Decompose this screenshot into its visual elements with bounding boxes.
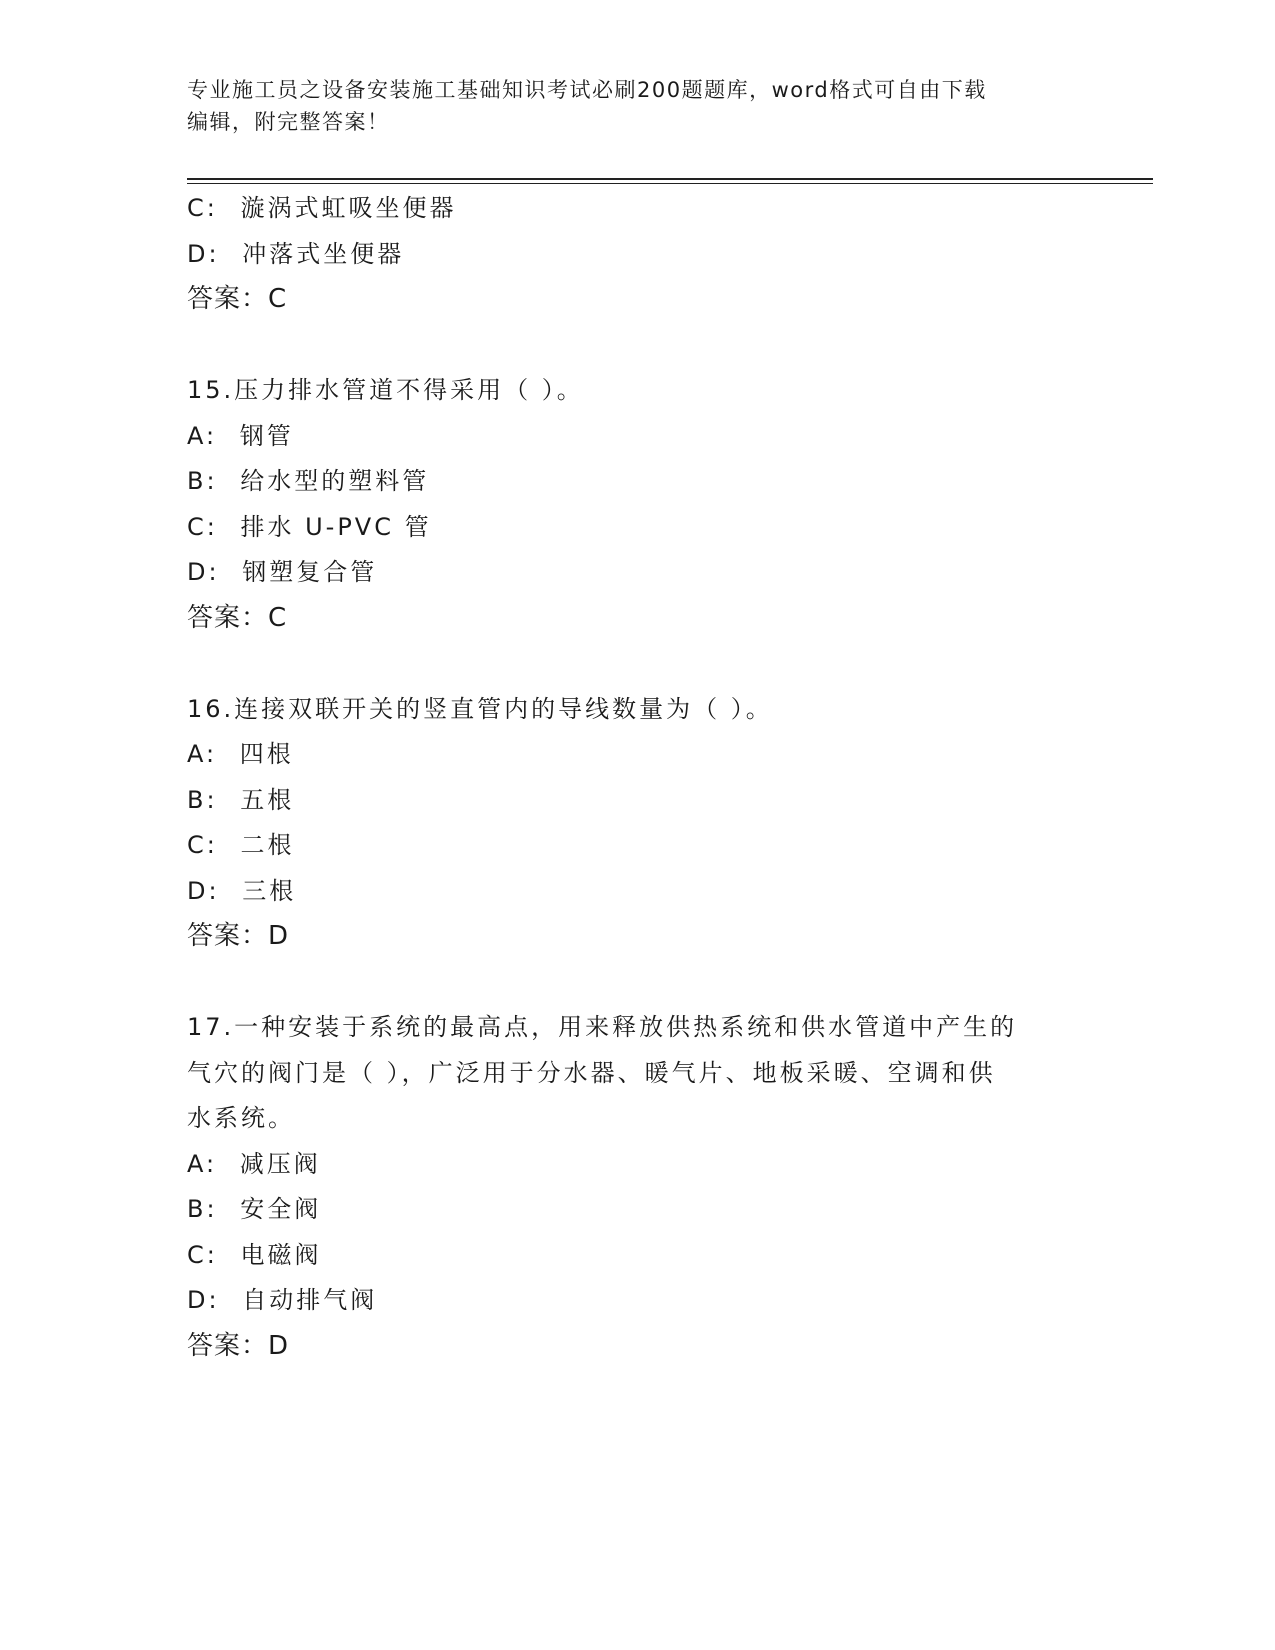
option-row [187,459,1077,505]
option-text: 漩涡式虹吸坐便器 [240,194,457,222]
option-row [187,505,1077,551]
option-letter: D: [187,239,220,268]
answer-line: 答案：D [187,921,290,951]
option-row [187,1187,1077,1233]
option-letter: B: [187,467,218,495]
option-text: 冲落式坐便器 [242,239,405,268]
option-letter: B: [187,785,218,814]
spacer [187,323,1077,369]
answer-line: 答案：C [187,602,288,633]
option-row [187,823,1077,869]
option-row [187,550,1077,596]
question-stem-line-1: 17.一种安装于系统的最高点，用来释放供热系统和供水管道中产生的 [187,1013,1018,1041]
question-stem-line-3: 水系统。 [187,1104,295,1132]
option-letter: D: [187,1286,220,1314]
answer-line: 答案：C [187,284,288,314]
header-divider-thin [187,183,1153,184]
option-text: 自动排气阀 [242,1286,378,1314]
option-letter: C: [187,1240,218,1269]
option-row [187,1233,1077,1279]
option-text: 排水 U-PVC 管 [240,512,432,541]
option-text: 二根 [240,831,295,859]
question-list [187,186,1077,1369]
header-title-line-2: 编辑，附完整答案！ [187,110,390,134]
option-row [187,869,1077,915]
option-text: 减压阀 [239,1149,321,1178]
option-letter: C: [187,512,218,541]
option-text: 给水型的塑料管 [240,467,430,495]
option-letter: D: [187,876,220,905]
option-row [187,232,1077,278]
question-stem-line-2: 气穴的阀门是（ ），广泛用于分水器、暖气片、地板采暖、空调和供 [187,1058,996,1087]
option-text: 钢管 [239,421,294,450]
option-text: 钢塑复合管 [242,558,378,586]
document-header [187,74,1067,138]
header-divider-thick [187,178,1153,180]
option-text: 电磁阀 [240,1240,322,1269]
option-letter: C: [187,194,218,222]
option-text: 五根 [240,785,295,814]
option-text: 三根 [242,876,297,905]
option-row [187,1142,1077,1188]
option-letter: D: [187,558,220,586]
option-letter: A: [187,740,218,768]
option-row [187,414,1077,460]
option-letter: C: [187,831,218,859]
question-stem: 15.压力排水管道不得采用（ ）。 [187,376,584,404]
header-title-line-1: 专业施工员之设备安装施工基础知识考试必刷200题题库，word格式可自由下载 [187,78,987,102]
spacer [187,641,1077,687]
option-text: 四根 [239,740,294,768]
option-row [187,778,1077,824]
option-letter: A: [187,421,218,450]
option-row [187,732,1077,778]
option-letter: B: [187,1195,218,1223]
option-row [187,186,1077,232]
option-letter: A: [187,1149,218,1178]
spacer [187,960,1077,1006]
option-row [187,1278,1077,1324]
answer-line: 答案：D [187,1330,290,1361]
question-stem: 16.连接双联开关的竖直管内的导线数量为（ ）。 [187,694,773,723]
option-text: 安全阀 [240,1195,322,1223]
